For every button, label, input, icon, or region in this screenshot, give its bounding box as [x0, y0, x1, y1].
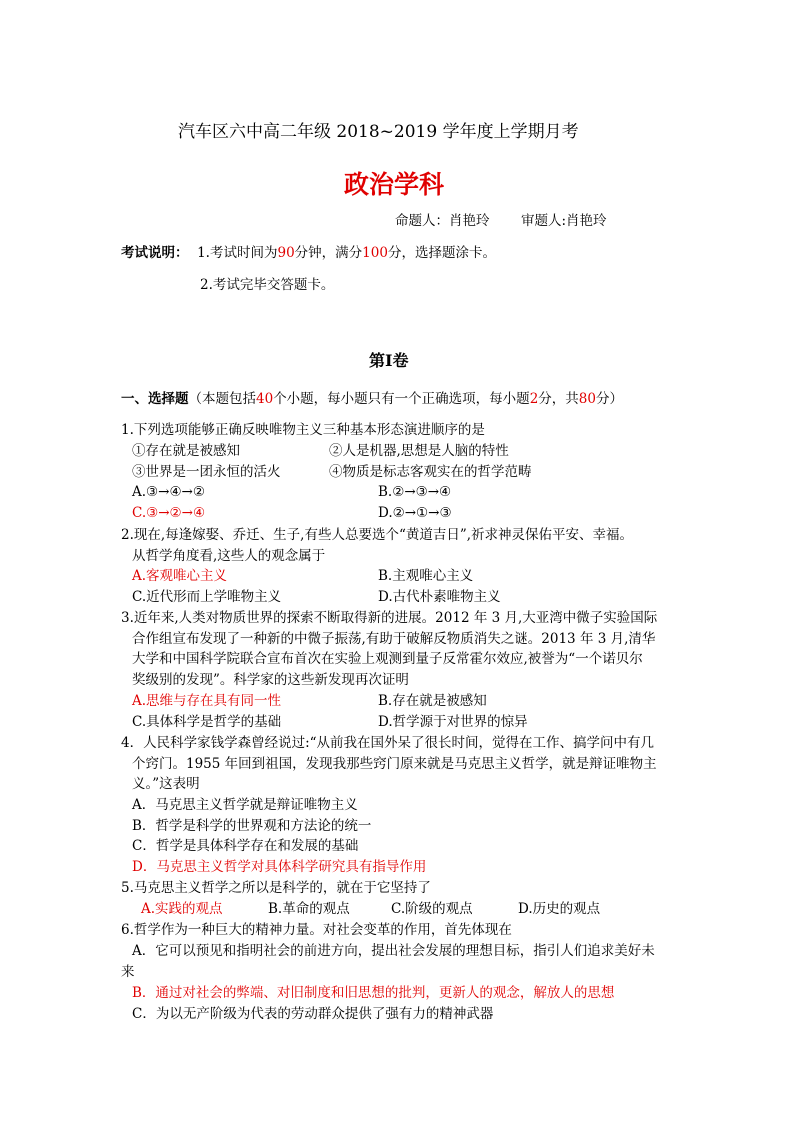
statement: ③世界是一团永恒的活火: [132, 464, 281, 480]
notes-text: 分，选择题涂卡。: [387, 245, 496, 261]
option-b-correct: B．通过对社会的弊端、对旧制度和旧思想的批判，更新人的观念，解放人的思想: [132, 985, 615, 1001]
option-d-correct: D．马克思主义哲学对具体科学研究具有指导作用: [132, 859, 427, 875]
statement: ①存在就是被感知: [132, 443, 240, 459]
question-stem: 2.现在,每逢嫁娶、乔迁、生子,有些人总要选个“黄道吉日”,祈求神灵保佑平安、幸福。: [121, 527, 634, 543]
option-c: C.近代形而上学唯物主义: [132, 589, 282, 605]
option-a: A．它可以预见和指明社会的前进方向，提出社会发展的理想目标，指引人们追求美好未: [132, 943, 655, 959]
section-header: [121, 389, 623, 409]
option-c: C.具体科学是哲学的基础: [132, 714, 282, 730]
exam-notes-label: 考试说明：: [121, 245, 189, 261]
question-stem: 奖级别的发现”。科学家的这些新发现再次证明: [132, 672, 409, 688]
option-d: D.历史的观点: [518, 901, 601, 917]
option-b: B．哲学是科学的世界观和方法论的统一: [132, 818, 372, 834]
question-stem: 6.哲学作为一种巨大的精神力量。对社会变革的作用，首先体现在: [121, 922, 512, 938]
reviewer-label: 审题人:肖艳玲: [521, 213, 607, 229]
statement: ④物质是标志客观实在的哲学范畴: [329, 464, 532, 480]
section-text: 个小题，每小题只有一个正确选项，每小题: [273, 391, 530, 407]
option-b: B.主观唯心主义: [378, 568, 474, 584]
volume-title: 第Ⅰ卷: [369, 351, 409, 370]
option-a-correct: A.实践的观点: [141, 901, 223, 917]
option-c: C．为以无产阶级为代表的劳动群众提供了强有力的精神武器: [132, 1006, 494, 1022]
option-b: B.革命的观点: [268, 901, 350, 917]
exam-title: 汽车区六中高二年级 2018~2019 学年度上学期月考: [178, 122, 579, 142]
question-stem: 4．人民科学家钱学森曾经说过:“从前我在国外呆了很长时间，觉得在工作、搞学问中有几: [121, 735, 655, 751]
section-label: 一、选择题: [121, 391, 189, 407]
option-a: A.③→④→②: [132, 484, 205, 500]
section-text: 分）: [595, 391, 623, 407]
option-b: B.②→③→④: [378, 484, 452, 500]
question-stem: 1.下列选项能够正确反映唯物主义三种基本形态演进顺序的是: [121, 422, 485, 438]
option-c: C.阶级的观点: [391, 901, 473, 917]
option-a: A．马克思主义哲学就是辩证唯物主义: [132, 797, 358, 813]
full-score: 100: [362, 245, 388, 261]
exam-notes-line1: [121, 243, 496, 263]
question-stem: 个窍门。1955 年回到祖国，发现我那些窍门原来就是马克思主义哲学，就是辩证唯物主: [132, 756, 657, 772]
question-stem: 大学和中国科学院联合宣布首次在实验上观测到量子反常霍尔效应,被誉为“一个诺贝尔: [132, 651, 643, 667]
option-c: C．哲学是具体科学存在和发展的基础: [132, 838, 359, 854]
option-d: D.②→①→③: [378, 505, 452, 521]
option-d: D.古代朴素唯物主义: [378, 589, 501, 605]
option-a-correct: A.思维与存在具有同一性: [132, 693, 282, 709]
exam-duration: 90: [277, 245, 295, 261]
statement: ②人是机器,思想是人脑的特性: [329, 443, 509, 459]
option-a-continued: 来: [121, 964, 135, 980]
option-c-correct: C.③→②→④: [132, 505, 206, 521]
question-stem: 合作组宣布发现了一种新的中微子振荡,有助于破解反物质消失之谜。2013 年 3 月,清华: [132, 631, 656, 647]
question-stem: 5.马克思主义哲学之所以是科学的，就在于它坚持了: [121, 880, 431, 896]
question-stem: 从哲学角度看,这些人的观念属于: [132, 548, 326, 564]
section-text: 分，共: [538, 391, 579, 407]
option-b: B.存在就是被感知: [378, 693, 487, 709]
notes-text: 分钟，满分: [294, 245, 363, 261]
total-points: 80: [578, 391, 596, 407]
question-stem: 义。”这表明: [132, 776, 200, 792]
option-a-correct: A.客观唯心主义: [132, 568, 228, 584]
question-count: 40: [256, 391, 274, 407]
option-d: D.哲学源于对世界的惊异: [378, 714, 528, 730]
subject-title: 政治学科: [344, 170, 445, 199]
exam-notes-line2: 2.考试完毕交答题卡。: [200, 277, 335, 293]
author-label: 命题人：肖艳玲: [395, 213, 490, 229]
notes-text: 1.考试时间为: [197, 245, 278, 261]
section-text: （本题包括: [188, 391, 256, 407]
question-stem: 3.近年来,人类对物质世界的探索不断取得新的进展。2012 年 3 月,大亚湾中微子实验国际: [121, 610, 658, 626]
points-each: 2: [529, 391, 539, 407]
